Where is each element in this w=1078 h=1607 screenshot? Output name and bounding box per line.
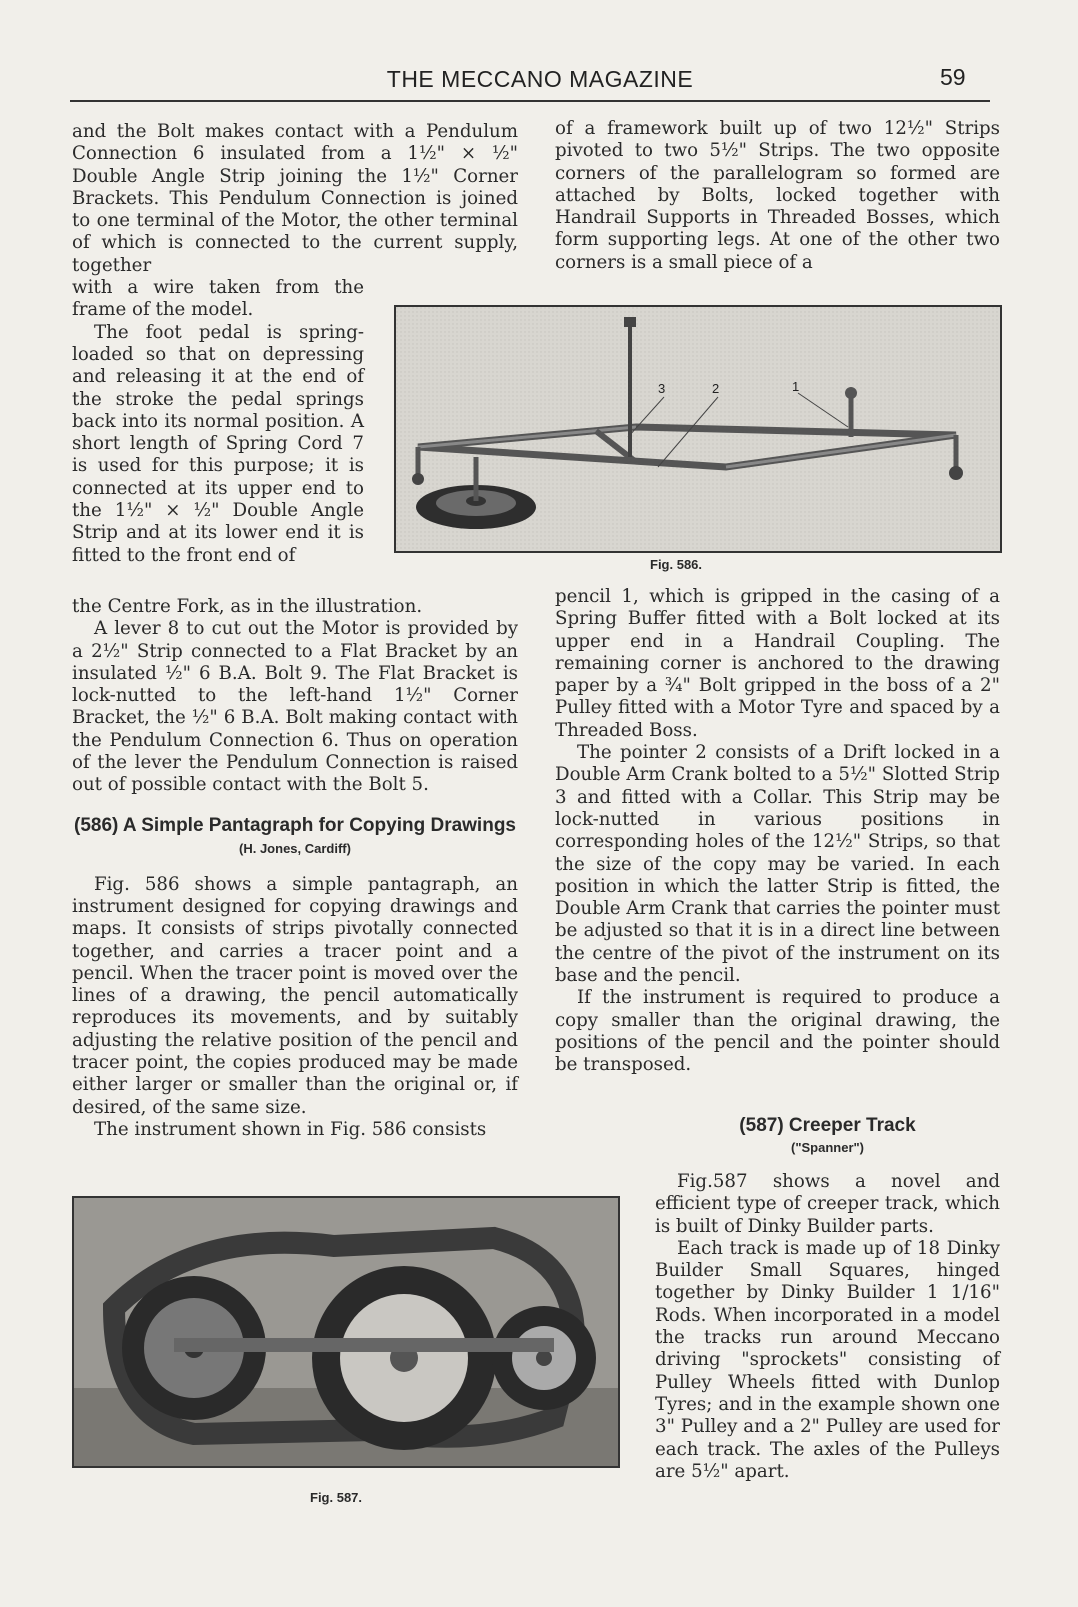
figure-586-caption: Fig. 586. (650, 557, 703, 572)
paragraph: with a wire taken from the frame of the model. (72, 277, 364, 321)
paragraph: pencil 1, which is gripped in the casing of a Spring Buffer fitted with a Bolt locked at its upper end in a Handrail Coupling. The remaining corner is anchored to the drawing paper by a ¾" Bolt gripped in the boss of a 2" Pulley fitted with a Motor Tyre and spaced by a Threaded Boss. (555, 586, 1000, 741)
paragraph: The instrument shown in Fig. 586 consists (94, 1118, 487, 1140)
header-rule (70, 100, 990, 102)
paragraph: Fig.587 shows a novel and efficient type of creeper track, which is built of Dinky Builder parts. (655, 1171, 1000, 1237)
pantagraph-illustration (396, 307, 1000, 551)
paragraph: The pointer 2 consists of a Drift locked in a Double Arm Crank bolted to a 5½" Slotted Strip 3 and fitted with a Collar. This Strip may be lock-nutted in various positions in corresponding holes of the 12½" Strips, so that the size of the copy may be varied. In each position in which the latter Strip is fitted, the Double Arm Crank that carries the pointer must be adjusted so that it is in a direct line between the centre of the pivot of the instrument on its base and the pencil. (555, 742, 1000, 987)
paragraph: and the Bolt makes contact with a Pendulum Connection 6 insulated from a 1½" × ½" Double Angle Strip joining the 1½" Corner Brackets. This Pendulum Connection is joined to one terminal of the Motor, the other terminal of which is connected to the current supply, together (72, 121, 518, 276)
section-587-credit: ("Spanner") (791, 1140, 864, 1155)
paragraph: A lever 8 to cut out the Motor is provided by a 2½" Strip connected to a Flat Bracket by an insulated ½" 6 B.A. Bolt 9. The Flat Bracket is lock-nutted to the left-hand 1½" Corner Bracket, the ½" 6 B.A. Bolt making contact with the Pendulum Connection 6. Thus on operation of the lever the Pendulum Connection is raised out of possible contact with the Bolt 5. (72, 618, 518, 796)
section-586-credit: (H. Jones, Cardiff) (239, 840, 351, 856)
right-column-top (555, 118, 1000, 274)
left-column-middle (72, 596, 518, 1141)
label-2: 2 (712, 381, 720, 396)
section-586-heading (72, 815, 518, 860)
section-587-title: (587) Creeper Track (739, 1115, 916, 1136)
section-586-title: (586) A Simple Pantagraph for Copying Drawings (74, 814, 516, 836)
label-3: 3 (658, 381, 666, 396)
paragraph: Each track is made up of 18 Dinky Builder Small Squares, hinged together by Dinky Builder 1 1/16" Rods. When incorporated in a model the tracks run around Meccano driving "sprockets" consisting of Pulley Wheels fitted with Dunlop Tyres; and in the example shown one 3" Pulley and a 2" Pulley are used for each track. The axles of the Pulleys are 5½" apart. (655, 1237, 1000, 1482)
section-587-heading (655, 1115, 1000, 1159)
figure-586-pantagraph-photo (394, 305, 1002, 553)
figure-587-caption: Fig. 587. (310, 1490, 363, 1505)
paragraph: of a framework built up of two 12½" Strips pivoted to two 5½" Strips. The two opposite corners of the parallelogram so formed are attached by Bolts, locked together with Handrail Supports in Threaded Bosses, which form supporting legs. At one of the other two corners is a small piece of a (555, 118, 1000, 273)
right-column-middle (555, 586, 1000, 1077)
paragraph: Fig. 586 shows a simple pantagraph, an instrument designed for copying drawings and maps. It consists of strips pivotally connected together, and carries a tracer point and a pencil. When the tracer point is moved over the lines of a drawing, the pencil automatically reproduces its movements, and by suitably adjusting the relative position of the pencil and tracer point, the copies produced may be made either larger or smaller than the original or, if desired, of the same size. (72, 873, 518, 1118)
figure-587-creeper-track-photo (72, 1196, 620, 1468)
creeper-track-illustration (74, 1198, 618, 1466)
paragraph: The foot pedal is spring-loaded so that on depressing and releasing it at the end of the stroke the pedal springs back into its normal position. A short length of Spring Cord 7 is used for this purpose; it is connected at its upper end to the 1½" × ½" Double Angle Strip and at its lower end it is fitted to the front end of (72, 321, 364, 566)
frame-strip (174, 1338, 554, 1352)
page-number: 59 (940, 64, 966, 90)
right-column-bottom (655, 1115, 1000, 1483)
label-1: 1 (792, 379, 800, 394)
paragraph: the Centre Fork, as in the illustration. (72, 596, 423, 617)
paragraph: If the instrument is required to produce a copy smaller than the original drawing, the positions of the pencil and the pointer should be transposed. (555, 987, 1000, 1076)
magazine-title: THE MECCANO MAGAZINE (386, 66, 694, 92)
